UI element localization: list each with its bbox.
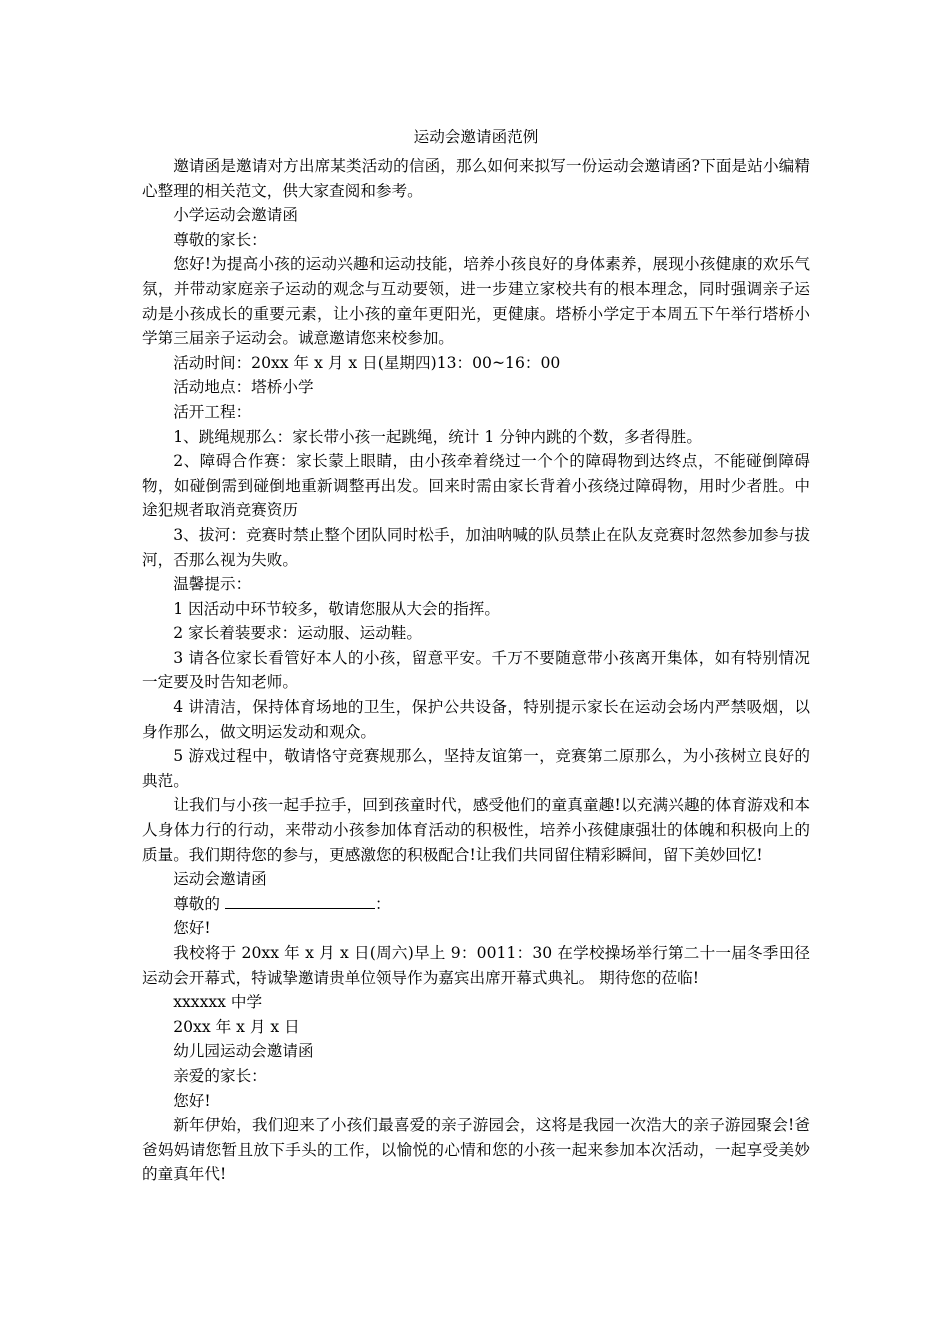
document-title: 运动会邀请函范例 (413, 128, 539, 146)
signature-school: xxxxxx 中学 (173, 993, 263, 1012)
tip-item: 5 游戏过程中，敬请恪守竞赛规那么，坚持友谊第一，竞赛第二原那么，为小孩树立良好的典范。 (142, 747, 810, 790)
event-time: 活动时间：20xx 年 x 月 x 日(星期四)13：00~16：00 (173, 353, 561, 372)
tip-item: 4 讲清洁，保持体育场地的卫生，保护公共设备，特别提示家长在运动会场内严禁吸烟，以身作那么，做文明运发动和观众。 (142, 698, 810, 741)
section-heading: 幼儿园运动会邀请函 (173, 1042, 314, 1061)
event-item: 1、跳绳规那么：家长带小孩一起跳绳，统计 1 分钟内跳的个数，多者得胜。 (173, 427, 702, 446)
greeting: 您好! (173, 919, 211, 938)
salutation-prefix: 尊敬的 (173, 894, 220, 913)
body-paragraph: 您好!为提高小孩的运动兴趣和运动技能，培养小孩良好的身体素养，展现小孩健康的欢乐气氛，并带动家庭亲子运动的观念与互动要领，进一步建立家校共有的根本理念，同时强调亲子运动是小孩成长的重要元素，让小孩的童年更阳光，更健康。塔桥小学定于本周五下午举行塔桥小学第三届亲子运动会。诚意邀请您来校参加。 (142, 255, 810, 348)
event-items-heading: 活开工程： (173, 402, 252, 421)
tips-heading: 温馨提示： (173, 575, 252, 594)
document-page (142, 120, 810, 1187)
body-paragraph: 新年伊始，我们迎来了小孩们最喜爱的亲子游园会，这将是我园一次浩大的亲子游园聚会!爸爸妈妈请您暂且放下手头的工作，以愉悦的心情和您的小孩一起来参加本次活动，一起享受美妙的童真年代! (142, 1116, 810, 1184)
salutation-colon: ： (374, 894, 391, 913)
event-item: 3、拔河：竞赛时禁止整个团队同时松手，加油呐喊的队员禁止在队友竞赛时忽然参加参与拔河，否那么视为失败。 (142, 525, 810, 569)
tip-item: 3 请各位家长看管好本人的小孩，留意平安。千万不要随意带小孩离开集体，如有特别情况一定要及时告知老师。 (142, 648, 810, 692)
salutation: 亲爱的家长： (173, 1066, 267, 1085)
salutation-blank (142, 892, 810, 917)
tip-item: 1 因活动中环节较多，敬请您服从大会的指挥。 (173, 599, 500, 618)
section-heading: 运动会邀请函 (173, 870, 267, 889)
name-blank-line (225, 893, 375, 909)
body-paragraph: 我校将于 20xx 年 x 月 x 日(周六)早上 9：0011：30 在学校操场举行第二十一届冬季田径运动会开幕式，特诚挚邀请贵单位领导作为嘉宾出席开幕式典礼。 期待您的莅临! (142, 944, 810, 987)
intro-paragraph: 邀请函是邀请对方出席某类活动的信函，那么如何来拟写一份运动会邀请函?下面是站小编精心整理的相关范文，供大家查阅和参考。 (142, 157, 810, 200)
section-heading: 小学运动会邀请函 (173, 206, 298, 225)
salutation: 尊敬的家长： (173, 230, 267, 249)
signature-date: 20xx 年 x 月 x 日 (173, 1017, 300, 1036)
event-location: 活动地点：塔桥小学 (173, 378, 314, 397)
closing-paragraph: 让我们与小孩一起手拉手，回到孩童时代，感受他们的童真童趣!以充满兴趣的体育游戏和本人身体力行的行动，来带动小孩参加体育活动的积极性，培养小孩健康强壮的体魄和积极向上的质量。我们期待您的参与，更感激您的积极配合!让我们共同留住精彩瞬间，留下美妙回忆! (142, 796, 810, 864)
greeting: 您好! (173, 1091, 211, 1110)
tip-item: 2 家长着装要求：运动服、运动鞋。 (173, 624, 422, 643)
event-item: 2、障碍合作赛：家长蒙上眼睛，由小孩牵着绕过一个个的障碍物到达终点，不能碰倒障碍物，如碰倒需到碰倒地重新调整再出发。回来时需由家长背着小孩绕过障碍物，用时少者胜。中途犯规者取消竞赛资历 (142, 452, 810, 520)
